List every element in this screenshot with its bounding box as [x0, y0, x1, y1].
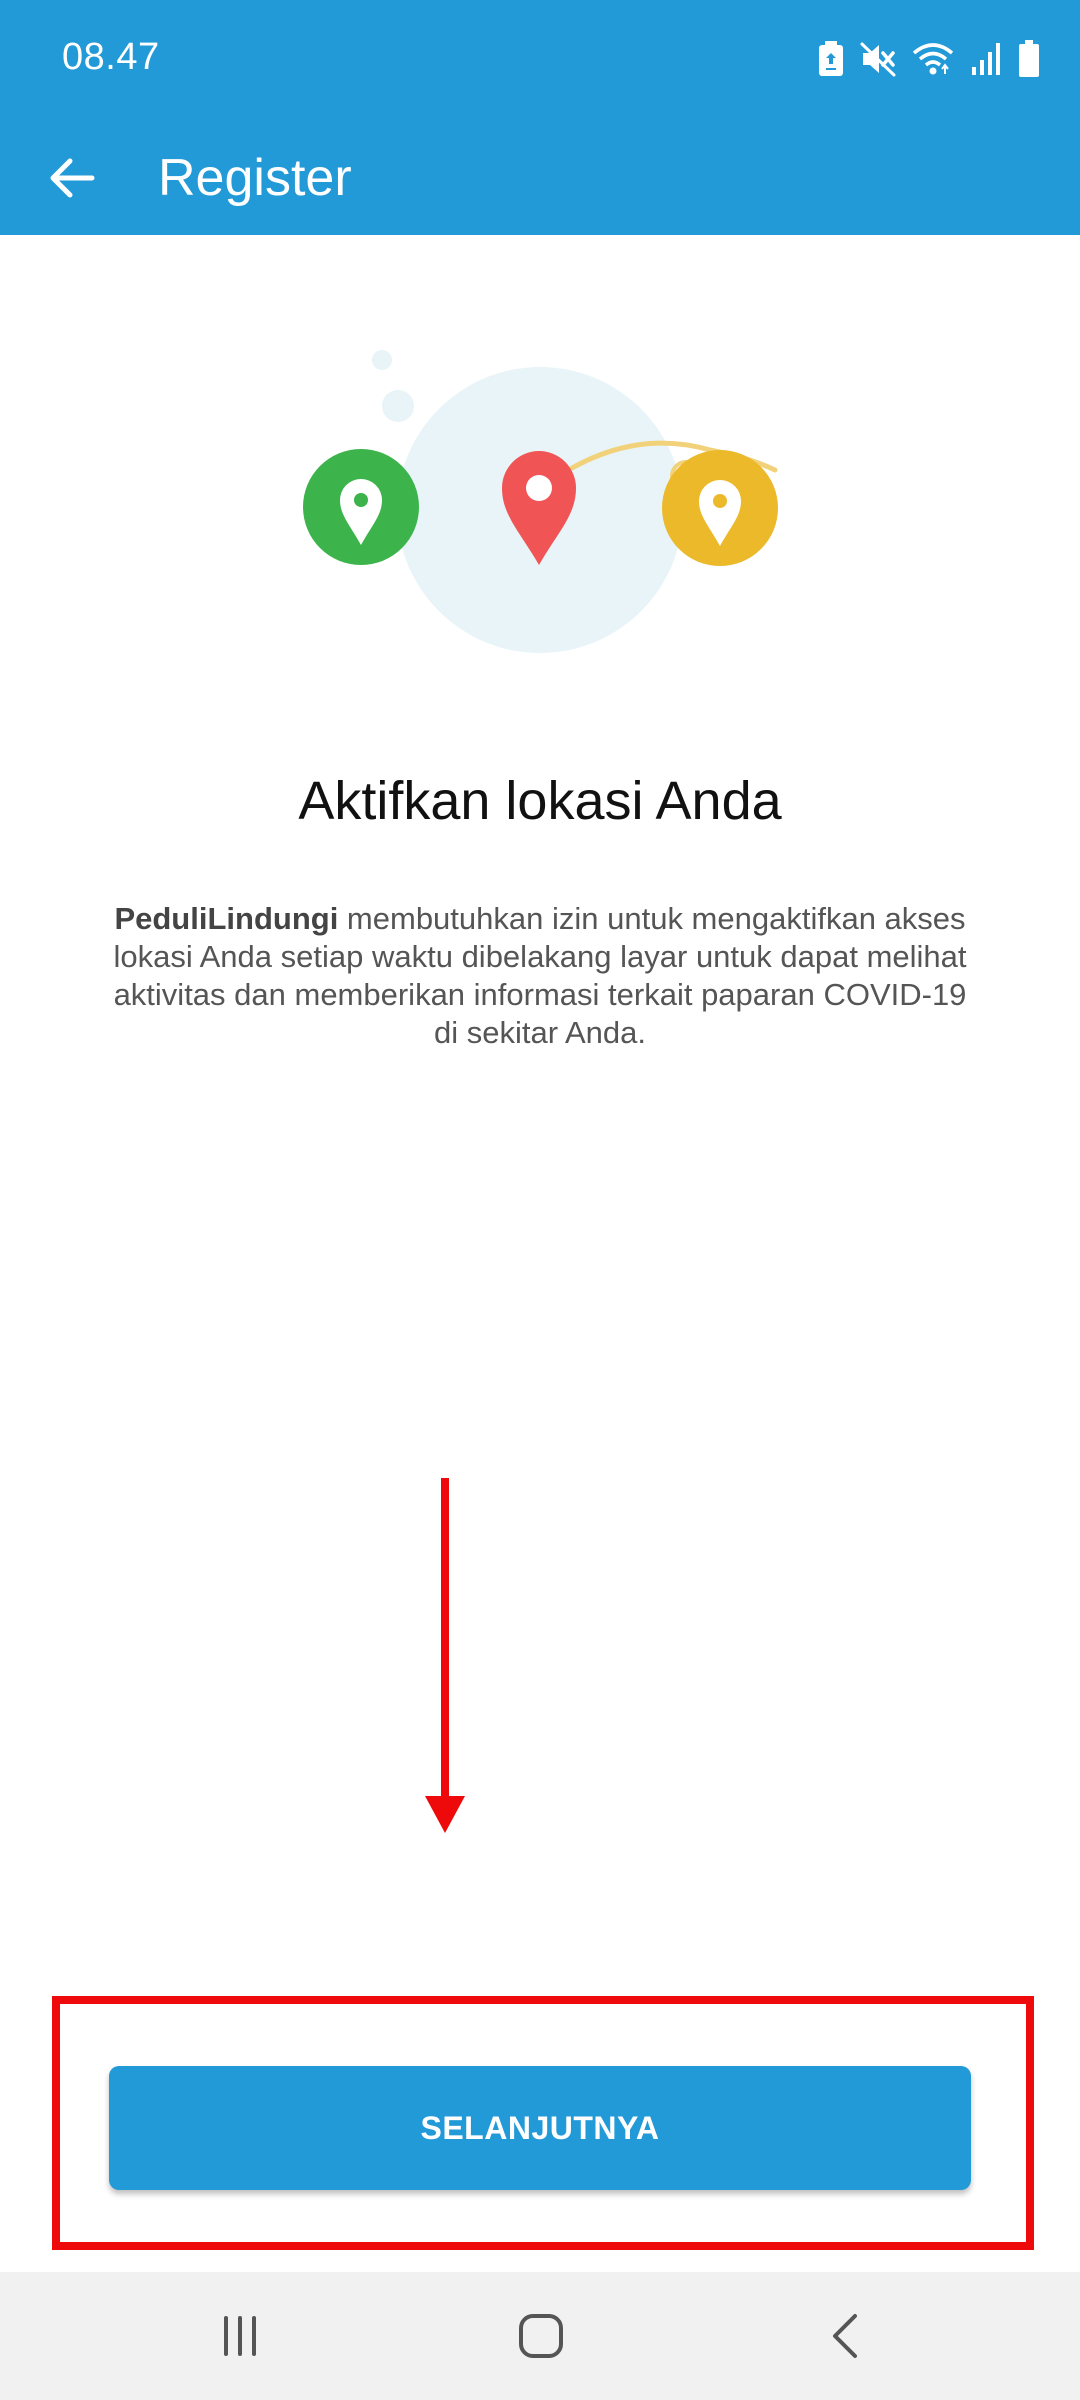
wifi-icon — [912, 41, 954, 77]
app-name: PeduliLindungi — [114, 901, 339, 936]
mute-icon — [860, 41, 896, 77]
green-pin-icon — [303, 449, 419, 565]
system-nav-bar — [0, 2272, 1080, 2400]
home-icon — [517, 2312, 565, 2360]
yellow-pin-icon — [662, 450, 778, 566]
battery-saver-icon — [818, 41, 844, 77]
illustration-bubble-medium — [382, 390, 414, 422]
status-time: 08.47 — [62, 36, 160, 78]
nav-home-button[interactable] — [496, 2296, 586, 2376]
illustration-bubble-small — [372, 350, 392, 370]
page-title: Register — [158, 149, 352, 207]
back-icon — [827, 2312, 863, 2360]
next-button[interactable]: SELANJUTNYA — [109, 2066, 971, 2190]
annotation-arrow-icon — [420, 1478, 470, 1833]
app-bar — [0, 118, 1080, 235]
nav-back-button[interactable] — [800, 2296, 890, 2376]
recent-apps-icon — [218, 2314, 262, 2358]
heading: Aktifkan lokasi Anda — [298, 771, 782, 831]
nav-recent-apps-button[interactable] — [195, 2296, 285, 2376]
description — [100, 900, 980, 1052]
status-bar — [0, 0, 1080, 118]
signal-icon — [970, 41, 1002, 77]
back-button[interactable] — [30, 136, 114, 220]
description-text: membutuhkan izin untuk mengaktifkan akses lokasi Anda setiap waktu dibelakang layar untuk dapat melihat aktivitas dan memberikan informasi terkait paparan COVID-19 di sekitar Anda. — [113, 901, 967, 1050]
battery-icon — [1018, 40, 1040, 78]
status-icons — [818, 36, 1040, 82]
arrow-left-icon — [48, 156, 96, 200]
location-illustration — [0, 320, 1080, 680]
